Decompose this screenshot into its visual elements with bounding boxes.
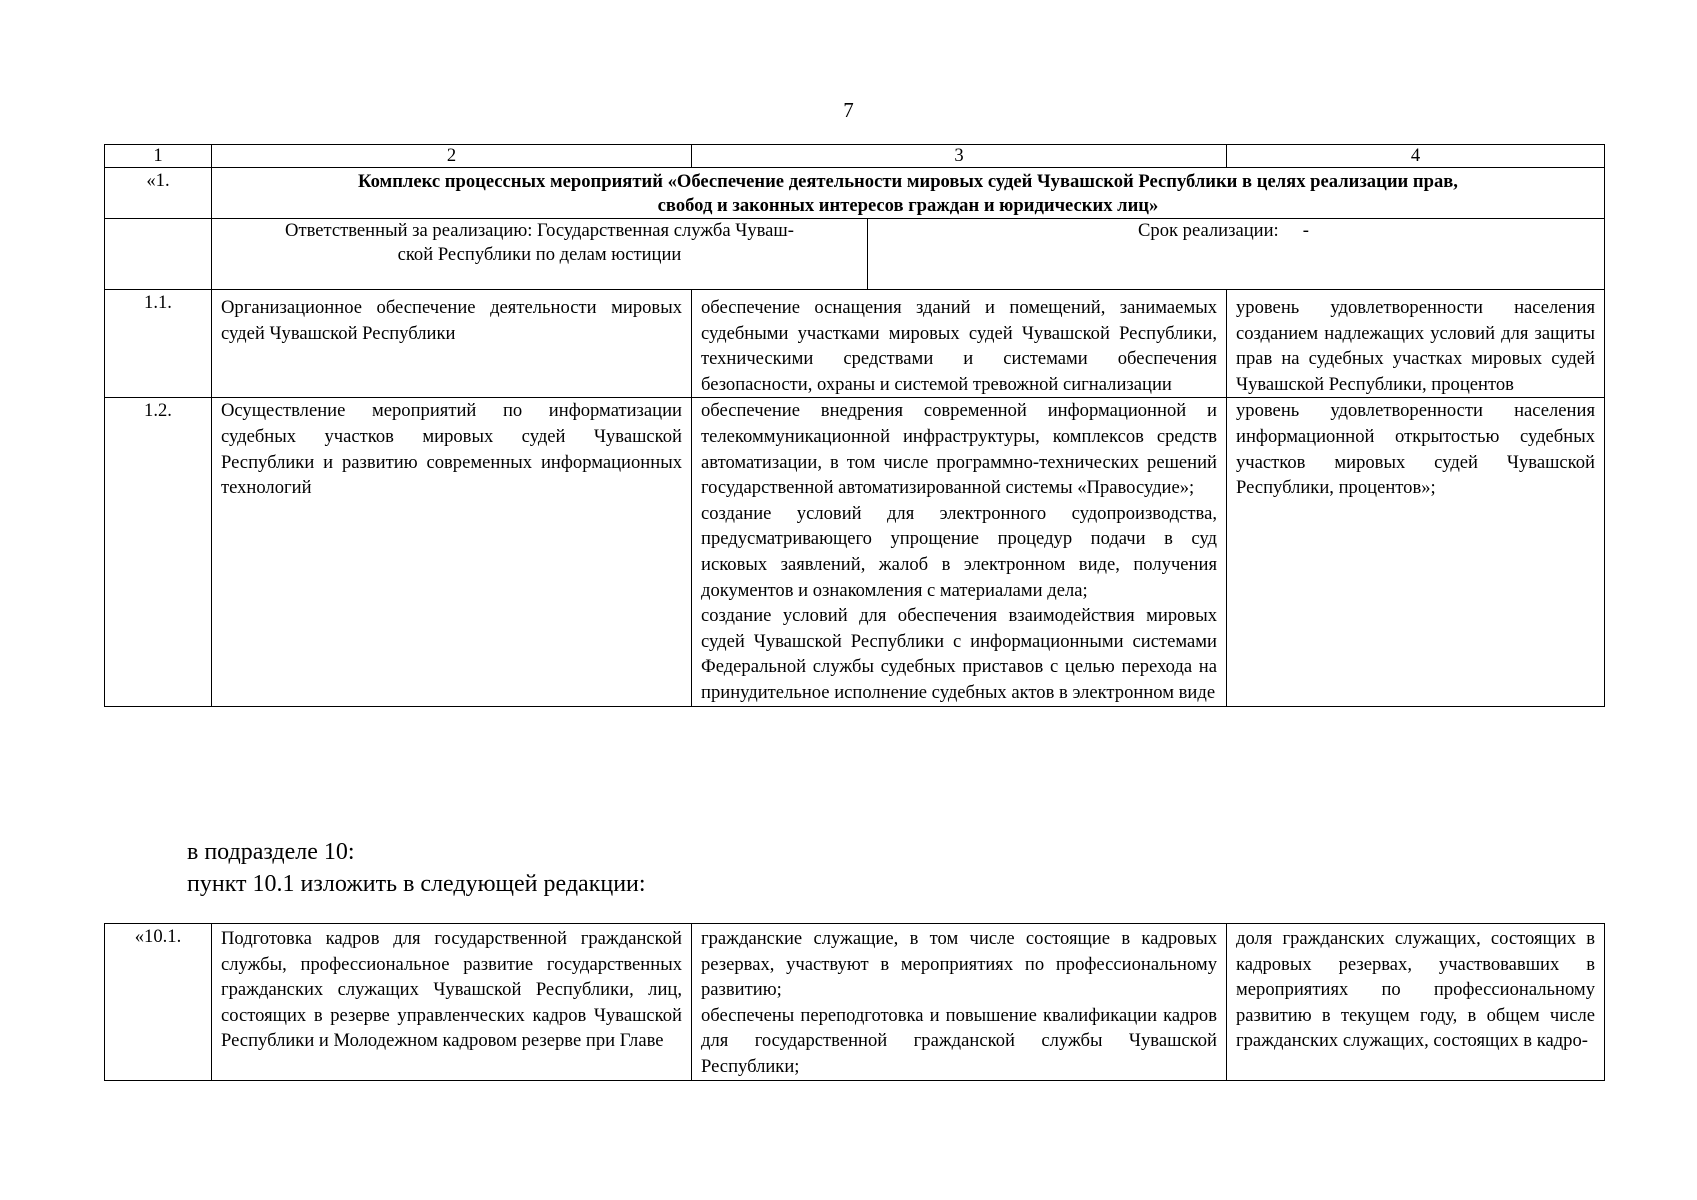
complex-title-row xyxy=(105,168,1605,219)
responsible-row xyxy=(105,219,1605,290)
implementation-term xyxy=(868,219,1604,289)
task-cell: Организационное обеспечение деятельности мировых судей Чувашской Республики xyxy=(212,290,692,398)
effect-item: создание условий для обеспечения взаимодействия мировых судей Чувашской Республики с информационными системами Федеральной службы судебных приставов с целью перехода на принудительное исполнение судебных актов в электронном виде xyxy=(701,605,1217,703)
column-number-2: 2 xyxy=(212,145,692,168)
responsible-line-1: Ответственный за реализацию: Государственная служба Чуваш- xyxy=(285,220,794,241)
effect-item: обеспечение оснащения зданий и помещений, занимаемых судебными участками мировых судей Чувашской Республики, техническими средствами и системами обеспечения безопасности, охраны и системой тревожной сигнализации xyxy=(701,297,1217,395)
column-number-3: 3 xyxy=(692,145,1227,168)
instruction-line-1: в подразделе 10: xyxy=(187,839,355,865)
task-cell: Подготовка кадров для государственной гражданской службы, профессиональное развитие государственных гражданских служащих Чувашской Республики, лиц, состоящих в резерве управленческих кадров Чувашской Республики и Молодежном кадровом резерве при Главе xyxy=(212,924,692,1081)
page-number: 7 xyxy=(843,98,854,122)
table-row xyxy=(105,398,1605,706)
complex-title-line-1: Комплекс процессных мероприятий «Обеспечение деятельности мировых судей Чувашской Республики в целях реализации прав, xyxy=(358,171,1458,192)
effect-item: создание условий для электронного судопроизводства, предусматривающего упрощение процедур подачи в суд исковых заявлений, жалоб в электронном виде, получения документов и ознакомления с материалами дела; xyxy=(701,502,1217,601)
indicator-cell: доля гражданских служащих, состоящих в кадровых резервах, участвовавших в мероприятиях по профессиональному развитию в текущем году, в общем числе гражданских служащих, состоящих в кадро- xyxy=(1227,924,1605,1081)
responsible-line-2: ской Республики по делам юстиции xyxy=(397,244,682,265)
effect-item: гражданские служащие, в том числе состоящие в кадровых резервах, участвуют в мероприятиях по профессиональному развитию; xyxy=(701,928,1217,1001)
table-row xyxy=(105,290,1605,398)
task-cell: Осуществление мероприятий по информатизации судебных участков мировых судей Чувашской Республики и развитию современных информационных технологий xyxy=(212,398,692,706)
table-row xyxy=(105,924,1605,1081)
effect-item: обеспечены переподготовка и повышение квалификации кадров для государственной гражданской службы Чувашской Республики; xyxy=(701,1004,1217,1077)
column-number-1: 1 xyxy=(105,145,212,168)
table-header-row xyxy=(105,145,1605,168)
term-value: - xyxy=(1302,220,1309,241)
effect-cell xyxy=(692,290,1227,398)
instruction-line-2: пункт 10.1 изложить в следующей редакции: xyxy=(187,871,646,897)
effect-cell xyxy=(692,924,1227,1081)
row-number: 1.1. xyxy=(105,290,212,398)
indicator-cell: уровень удовлетворенности населения созданием надлежащих условий для защиты прав на судебных участках мировых судей Чувашской Республики, процентов xyxy=(1227,290,1605,398)
measures-table xyxy=(104,144,1605,707)
effect-item: обеспечение внедрения современной информационной и телекоммуникационной инфраструктуры, комплексов средств автоматизации, в том числе программно-технических решений государственной автоматизированной системы «Правосудие»; xyxy=(701,400,1217,499)
term-label: Срок реализации: xyxy=(1138,220,1279,241)
complex-number: «1. xyxy=(105,168,212,219)
subsection-10-table xyxy=(104,923,1605,1081)
row-number: «10.1. xyxy=(105,924,212,1081)
amendment-instruction xyxy=(187,836,646,900)
column-number-4: 4 xyxy=(1227,145,1605,168)
responsible-executor xyxy=(212,219,868,289)
complex-title-line-2: свобод и законных интересов граждан и юридических лиц» xyxy=(657,195,1159,216)
complex-title xyxy=(232,170,1584,218)
effect-cell xyxy=(692,398,1227,706)
indicator-cell: уровень удовлетворенности населения информационной открытостью судебных участков мировых судей Чувашской Республики, процентов»; xyxy=(1227,398,1605,706)
row-number: 1.2. xyxy=(105,398,212,706)
